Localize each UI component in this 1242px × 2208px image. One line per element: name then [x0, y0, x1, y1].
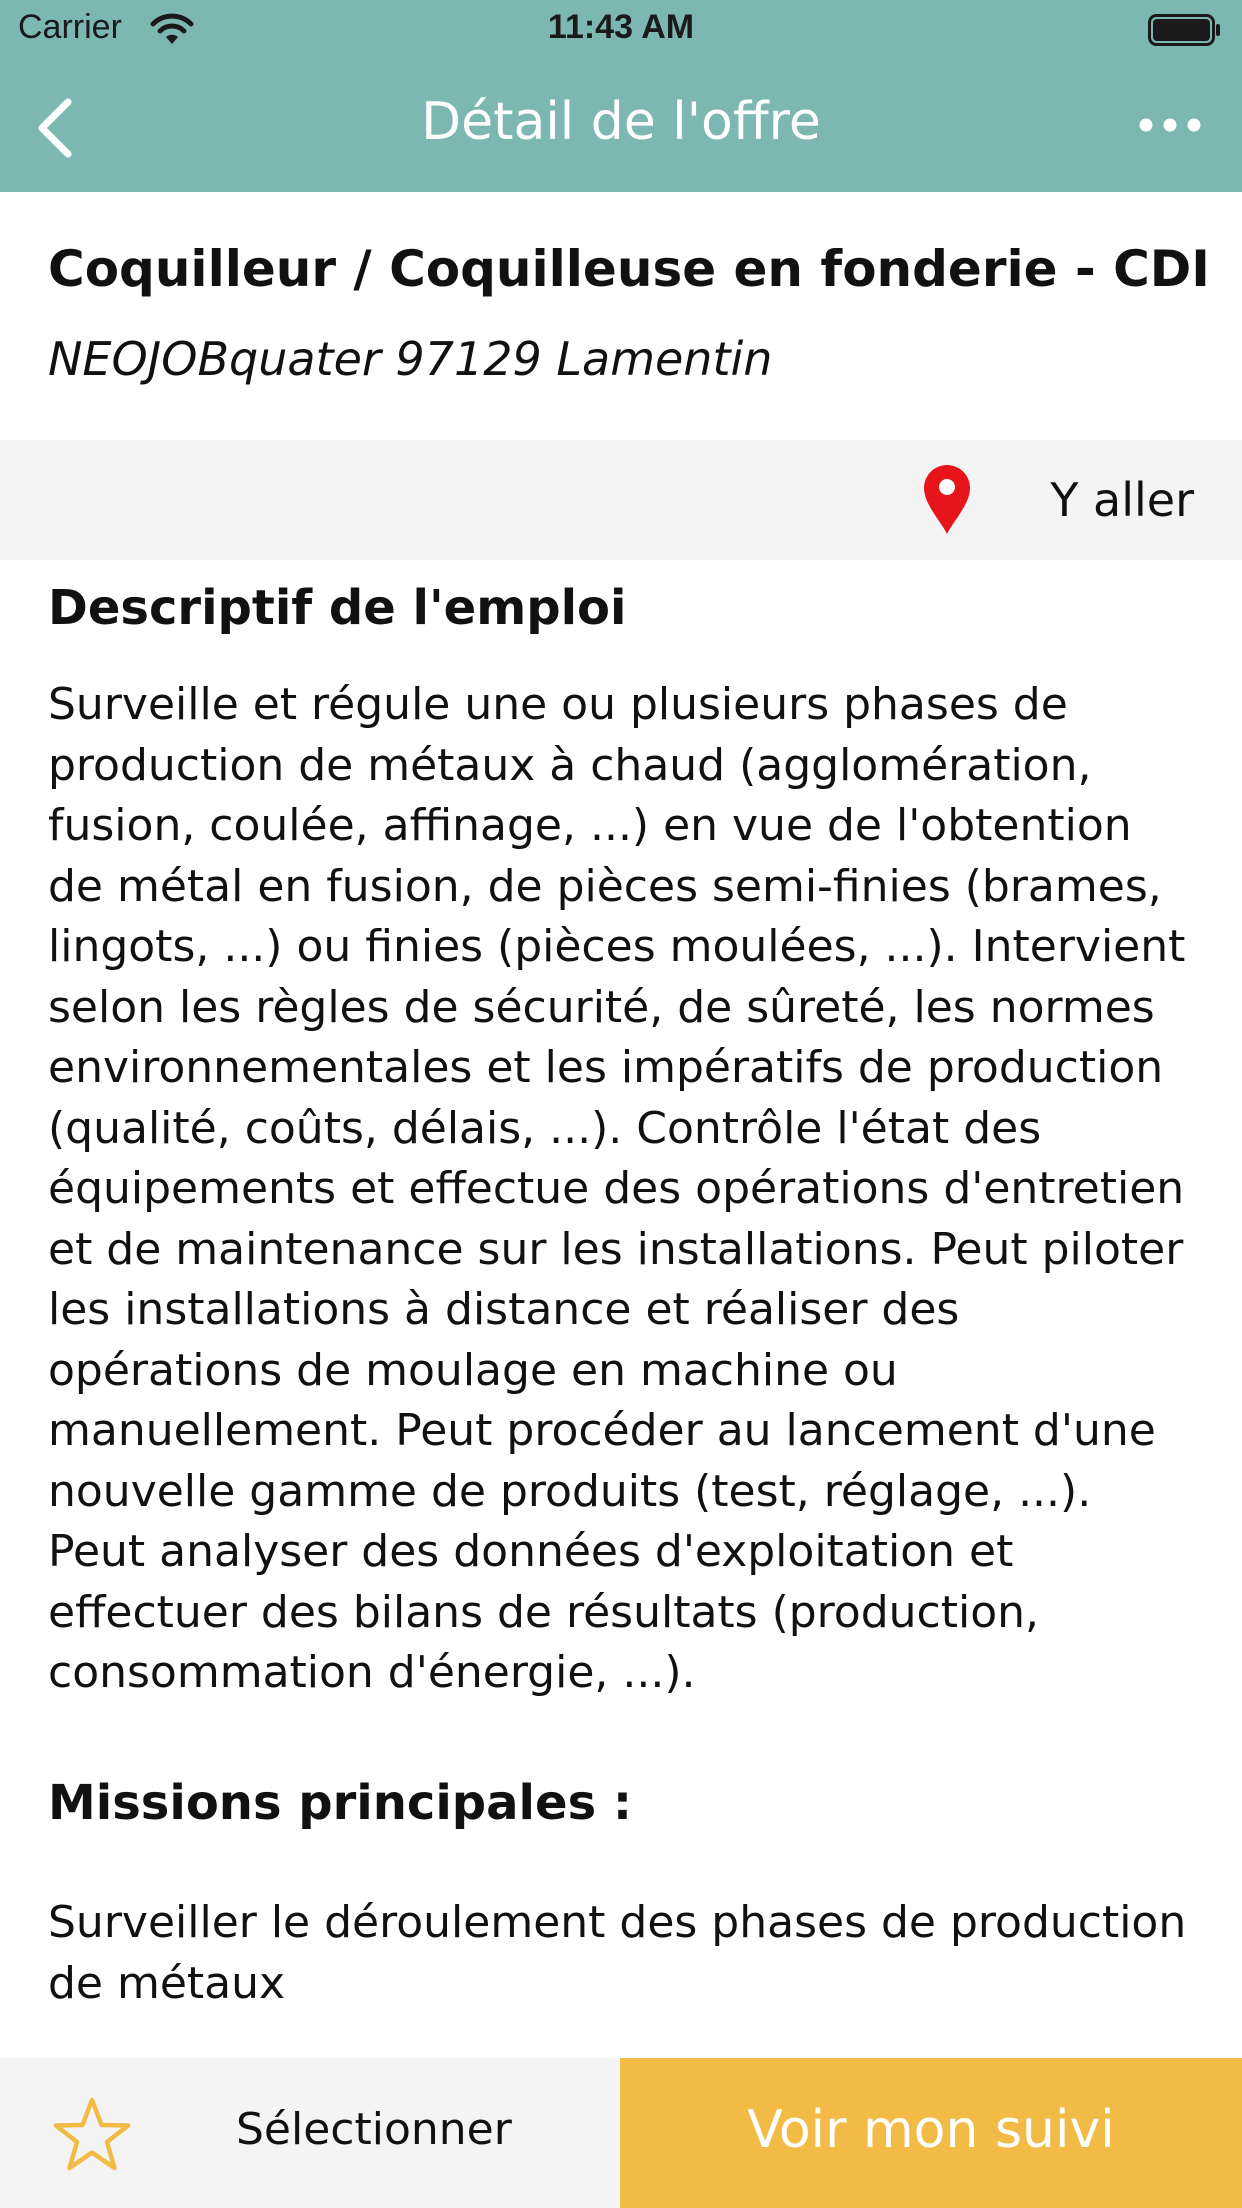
map-pin-icon — [922, 464, 972, 536]
description-heading: Descriptif de l'emploi — [48, 580, 627, 636]
description-text: Surveille et régule une ou plusieurs phases de production de métaux à chaud (agglomération, fusion, coulée, affinage, ...) en vue de l'obtention de métal en fusion, de pièces semi-finies (brames, lingots, ...) ou finies (pièces moulées, ...). Intervient selon les règles de sécurité, de sûreté, les normes environnementales et les impératifs de production (qualité, coûts, délais, ...). Contrôle l'état des équipements et effectue des opérations d'entretien et de maintenance sur les installations. Peut piloter les installations à distance et réaliser des opérations de moulage en machine ou manuellement. Peut procéder au lancement d'une nouvelle gamme de produits (test, réglage, ...). Peut analyser des données d'exploitation et effectuer des bilans de résultats (production, consommation d'énergie, ...). — [48, 679, 1186, 1698]
select-offer-label: Sélectionner — [236, 2104, 512, 2155]
top-bar — [0, 0, 1242, 192]
view-tracking-label: Voir mon suivi — [747, 2100, 1115, 2160]
directions-button[interactable] — [922, 460, 1194, 540]
select-offer-button[interactable] — [0, 2058, 620, 2208]
carrier-label: Carrier — [18, 8, 122, 46]
bottom-action-bar — [0, 2058, 1242, 2208]
job-title: Coquilleur / Coquilleuse en fonderie - CDI — [48, 240, 1210, 298]
job-company-location: NEOJOBquater 97129 Lamentin — [48, 332, 773, 386]
battery-icon — [1148, 14, 1222, 46]
status-time: 11:43 AM — [547, 8, 695, 46]
view-tracking-button[interactable] — [620, 2058, 1242, 2208]
status-bar — [0, 0, 1242, 60]
star-outline-icon — [52, 2096, 132, 2172]
ellipsis-icon[interactable] — [1138, 108, 1202, 142]
missions-heading: Missions principales : — [48, 1775, 633, 1831]
page-title: Détail de l'offre — [421, 92, 821, 152]
missions-text: Surveiller le déroulement des phases de production de métaux — [48, 1897, 1187, 2009]
job-header — [0, 192, 1242, 440]
directions-label: Y aller — [1050, 473, 1194, 527]
directions-bar — [0, 440, 1242, 560]
